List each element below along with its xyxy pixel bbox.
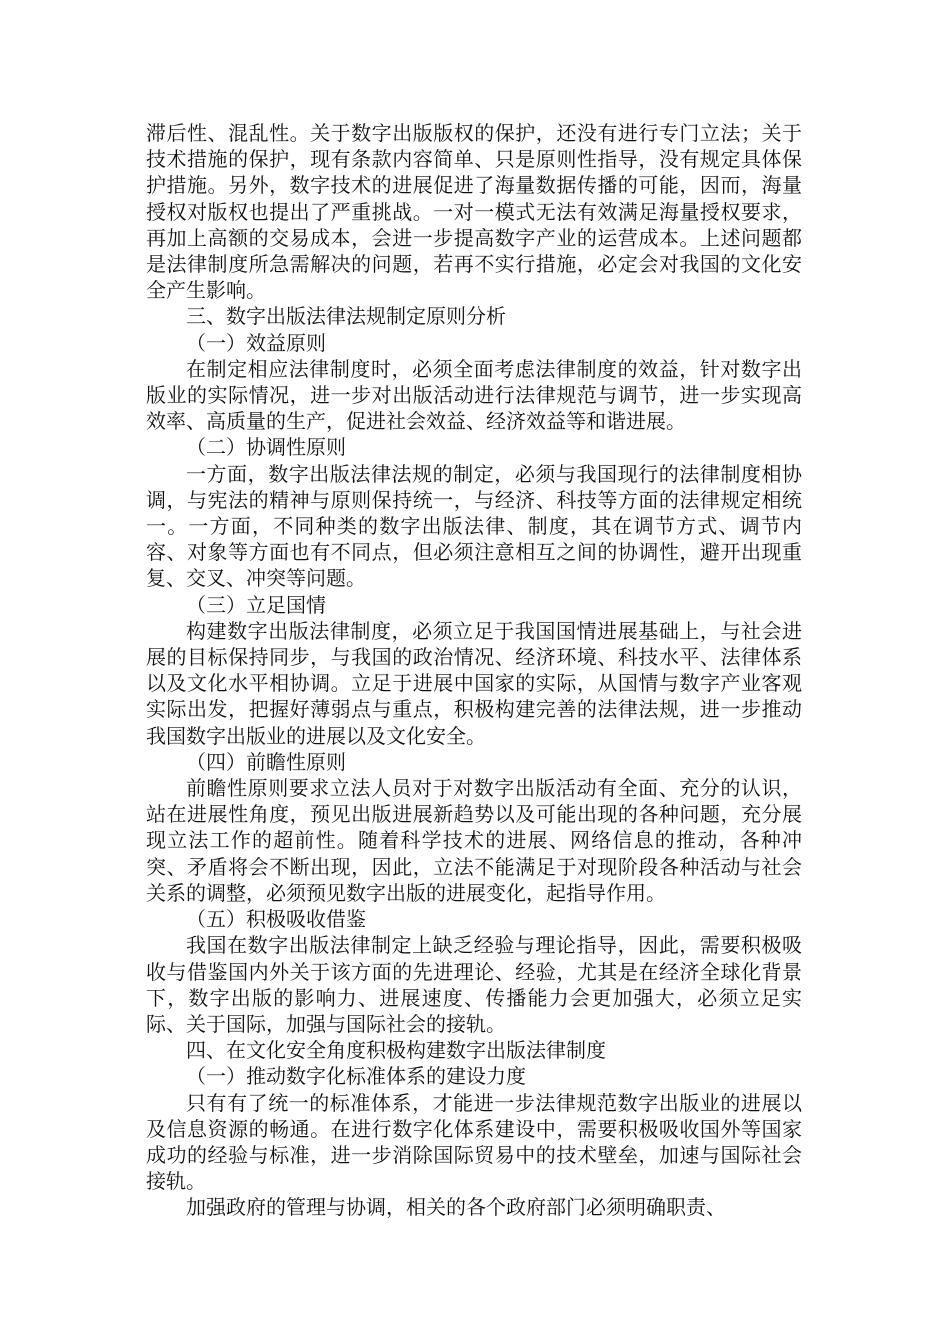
subheading-4-1: （一）推动数字化标准体系的建设力度 [186, 1064, 526, 1089]
document-page [146, 120, 802, 1221]
paragraph-4-1: 只有有了统一的标准体系，才能进一步法律规范数字出版业的进展以及信息资源的畅通。在进行数字化体系建设中，需要积极吸收国外等国家成功的经验与标准，进一步消除国际贸易中的技术壁垒，加速与国际社会接轨。 [146, 1090, 802, 1194]
subheading-3-1: （一）效益原则 [186, 330, 326, 355]
paragraph-4-1-b: 加强政府的管理与协调，相关的各个政府部门必须明确职责、 [186, 1195, 726, 1220]
section-heading-3: 三、数字出版法律法规制定原则分析 [186, 304, 506, 329]
subheading-3-4: （四）前瞻性原则 [186, 749, 346, 774]
paragraph-3-1: 在制定相应法律制度时，必须全面考虑法律制度的效益，针对数字出版业的实际情况，进一步对出版活动进行法律规范与调节，进一步实现高效率、高质量的生产，促进社会效益、经济效益等和谐进展。 [146, 356, 802, 434]
paragraph-3-4: 前瞻性原则要求立法人员对于对数字出版活动有全面、充分的认识，站在进展性角度，预见出版进展新趋势以及可能出现的各种问题，充分展现立法工作的超前性。随着科学技术的进展、网络信息的推动，各种冲突、矛盾将会不断出现，因此，立法不能满足于对现阶段各种活动与社会关系的调整，必须预见数字出版的进展变化，起指导作用。 [146, 776, 802, 905]
section-heading-4: 四、在文化安全角度积极构建数字出版法律制度 [186, 1038, 606, 1063]
subheading-3-5: （五）积极吸收借鉴 [186, 907, 366, 932]
paragraph-3-5: 我国在数字出版法律制定上缺乏经验与理论指导，因此，需要积极吸收与借鉴国内外关于该方面的先进理论、经验，尤其是在经济全球化背景下，数字出版的影响力、进展速度、传播能力会更加强大，必须立足实际、关于国际，加强与国际社会的接轨。 [146, 933, 802, 1036]
paragraph-intro: 滞后性、混乱性。关于数字出版版权的保护，还没有进行专门立法；关于技术措施的保护，现有条款内容简单、只是原则性指导，没有规定具体保护措施。另外，数字技术的进展促进了海量数据传播的可能，因而，海量授权对版权也提出了严重挑战。一对一模式无法有效满足海量授权要求，再加上高额的交易成本，会进一步提高数字产业的运营成本。上述问题都是法律制度所急需解决的问题，若再不实行措施，必定会对我国的文化安全产生影响。 [146, 121, 802, 303]
paragraph-3-3: 构建数字出版法律制度，必须立足于我国国情进展基础上，与社会进展的目标保持同步，与我国的政治情况、经济环境、科技水平、法律体系以及文化水平相协调。立足于进展中国家的实际，从国情与数字产业客观实际出发，把握好薄弱点与重点，积极构建完善的法律法规，进一步推动我国数字出版业的进展以及文化安全。 [146, 618, 802, 748]
subheading-3-3: （三）立足国情 [186, 592, 326, 617]
subheading-3-2: （二）协调性原则 [186, 435, 346, 460]
paragraph-3-2: 一方面，数字出版法律法规的制定，必须与我国现行的法律制度相协调，与宪法的精神与原则保持统一，与经济、科技等方面的法律规定相统一。一方面，不同种类的数字出版法律、制度，其在调节方式、调节内容、对象等方面也有不同点，但必须注意相互之间的协调性，避开出现重复、交叉、冲突等问题。 [146, 461, 802, 591]
